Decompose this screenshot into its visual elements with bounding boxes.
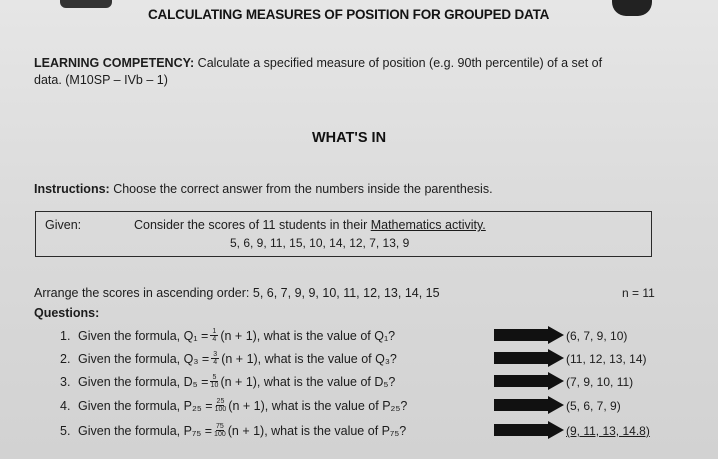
arrange-text: Arrange the scores in ascending order: 5, 6, 7, 9, 9, 10, 11, 12, 13, 14, 15 [34,286,440,300]
instructions [34,182,493,196]
fraction-denominator: 4 [213,359,218,366]
question-2 [60,351,397,366]
question-prefix: Given the formula, P₇₅ = [78,423,213,438]
question-number: 4. [60,398,71,413]
question-number: 3. [60,374,71,389]
arrow-icon [494,326,564,344]
question-prefix: Given the formula, Q₃ = [78,351,210,366]
binder-tab-right [612,0,652,16]
n-value: n = 11 [622,286,655,300]
instructions-text: Choose the correct answer from the numbers inside the parenthesis. [113,182,493,196]
fraction-numerator: 25 [216,398,225,405]
fraction [210,374,218,389]
fraction [214,423,226,438]
question-5 [60,423,406,438]
question-number: 5. [60,423,71,438]
answer-choices: (9, 11, 13, 14.8) [566,424,650,438]
question-suffix: (n + 1), what is the value of P₂₅? [228,398,408,413]
fraction [211,351,219,366]
question-suffix: (n + 1), what is the value of Q₁? [220,328,396,343]
fraction-denominator: 100 [214,431,226,438]
arrow-icon [494,396,564,414]
given-text [134,218,486,232]
arrow-icon [494,349,564,367]
question-suffix: (n + 1), what is the value of D₅? [220,374,396,389]
fraction-numerator: 1 [212,328,217,335]
question-4 [60,398,407,413]
answer-choices: (11, 12, 13, 14) [566,352,647,366]
question-1 [60,328,395,343]
learning-competency [34,55,614,89]
competency-text: Calculate a specified measure of position (e.g. 90th percentile) of a set of data. (M10SP – IVb – 1) [34,56,603,87]
fraction-denominator: 4 [212,336,217,343]
given-scores: 5, 6, 9, 11, 15, 10, 14, 12, 7, 13, 9 [230,236,410,250]
fraction [215,398,227,413]
question-number: 2. [60,351,71,366]
question-suffix: (n + 1), what is the value of P₇₅? [227,423,407,438]
fraction-numerator: 75 [215,423,224,430]
question-3 [60,374,395,389]
question-prefix: Given the formula, D₅ = [78,374,209,389]
fraction-numerator: 5 [212,374,217,381]
arrow-icon [494,372,564,390]
question-prefix: Given the formula, P₂₅ = [78,398,213,413]
fraction [210,328,218,343]
page-title: CALCULATING MEASURES OF POSITION FOR GROUPED DATA [148,7,550,22]
given-text-underlined: Mathematics activity. [370,218,486,232]
answer-choices: (7, 9, 10, 11) [566,375,634,389]
questions-header: Questions: [34,306,100,320]
fraction-numerator: 3 [213,351,218,358]
section-title: WHAT'S IN [312,130,387,146]
competency-label: LEARNING COMPETENCY: [34,56,195,70]
fraction-denominator: 100 [214,406,227,413]
given-box [35,211,652,257]
question-prefix: Given the formula, Q₁ = [78,328,209,343]
fraction-denominator: 10 [210,382,219,389]
arrow-icon [494,421,564,439]
answer-choices: (5, 6, 7, 9) [566,399,621,413]
given-label: Given: [45,218,82,232]
given-text-main: Consider the scores of 11 students in their [134,218,371,232]
binder-tab-left [60,0,112,8]
question-number: 1. [60,328,71,343]
answer-choices: (6, 7, 9, 10) [566,329,628,343]
instructions-label: Instructions: [34,182,110,196]
question-suffix: (n + 1), what is the value of Q₃? [221,351,397,366]
